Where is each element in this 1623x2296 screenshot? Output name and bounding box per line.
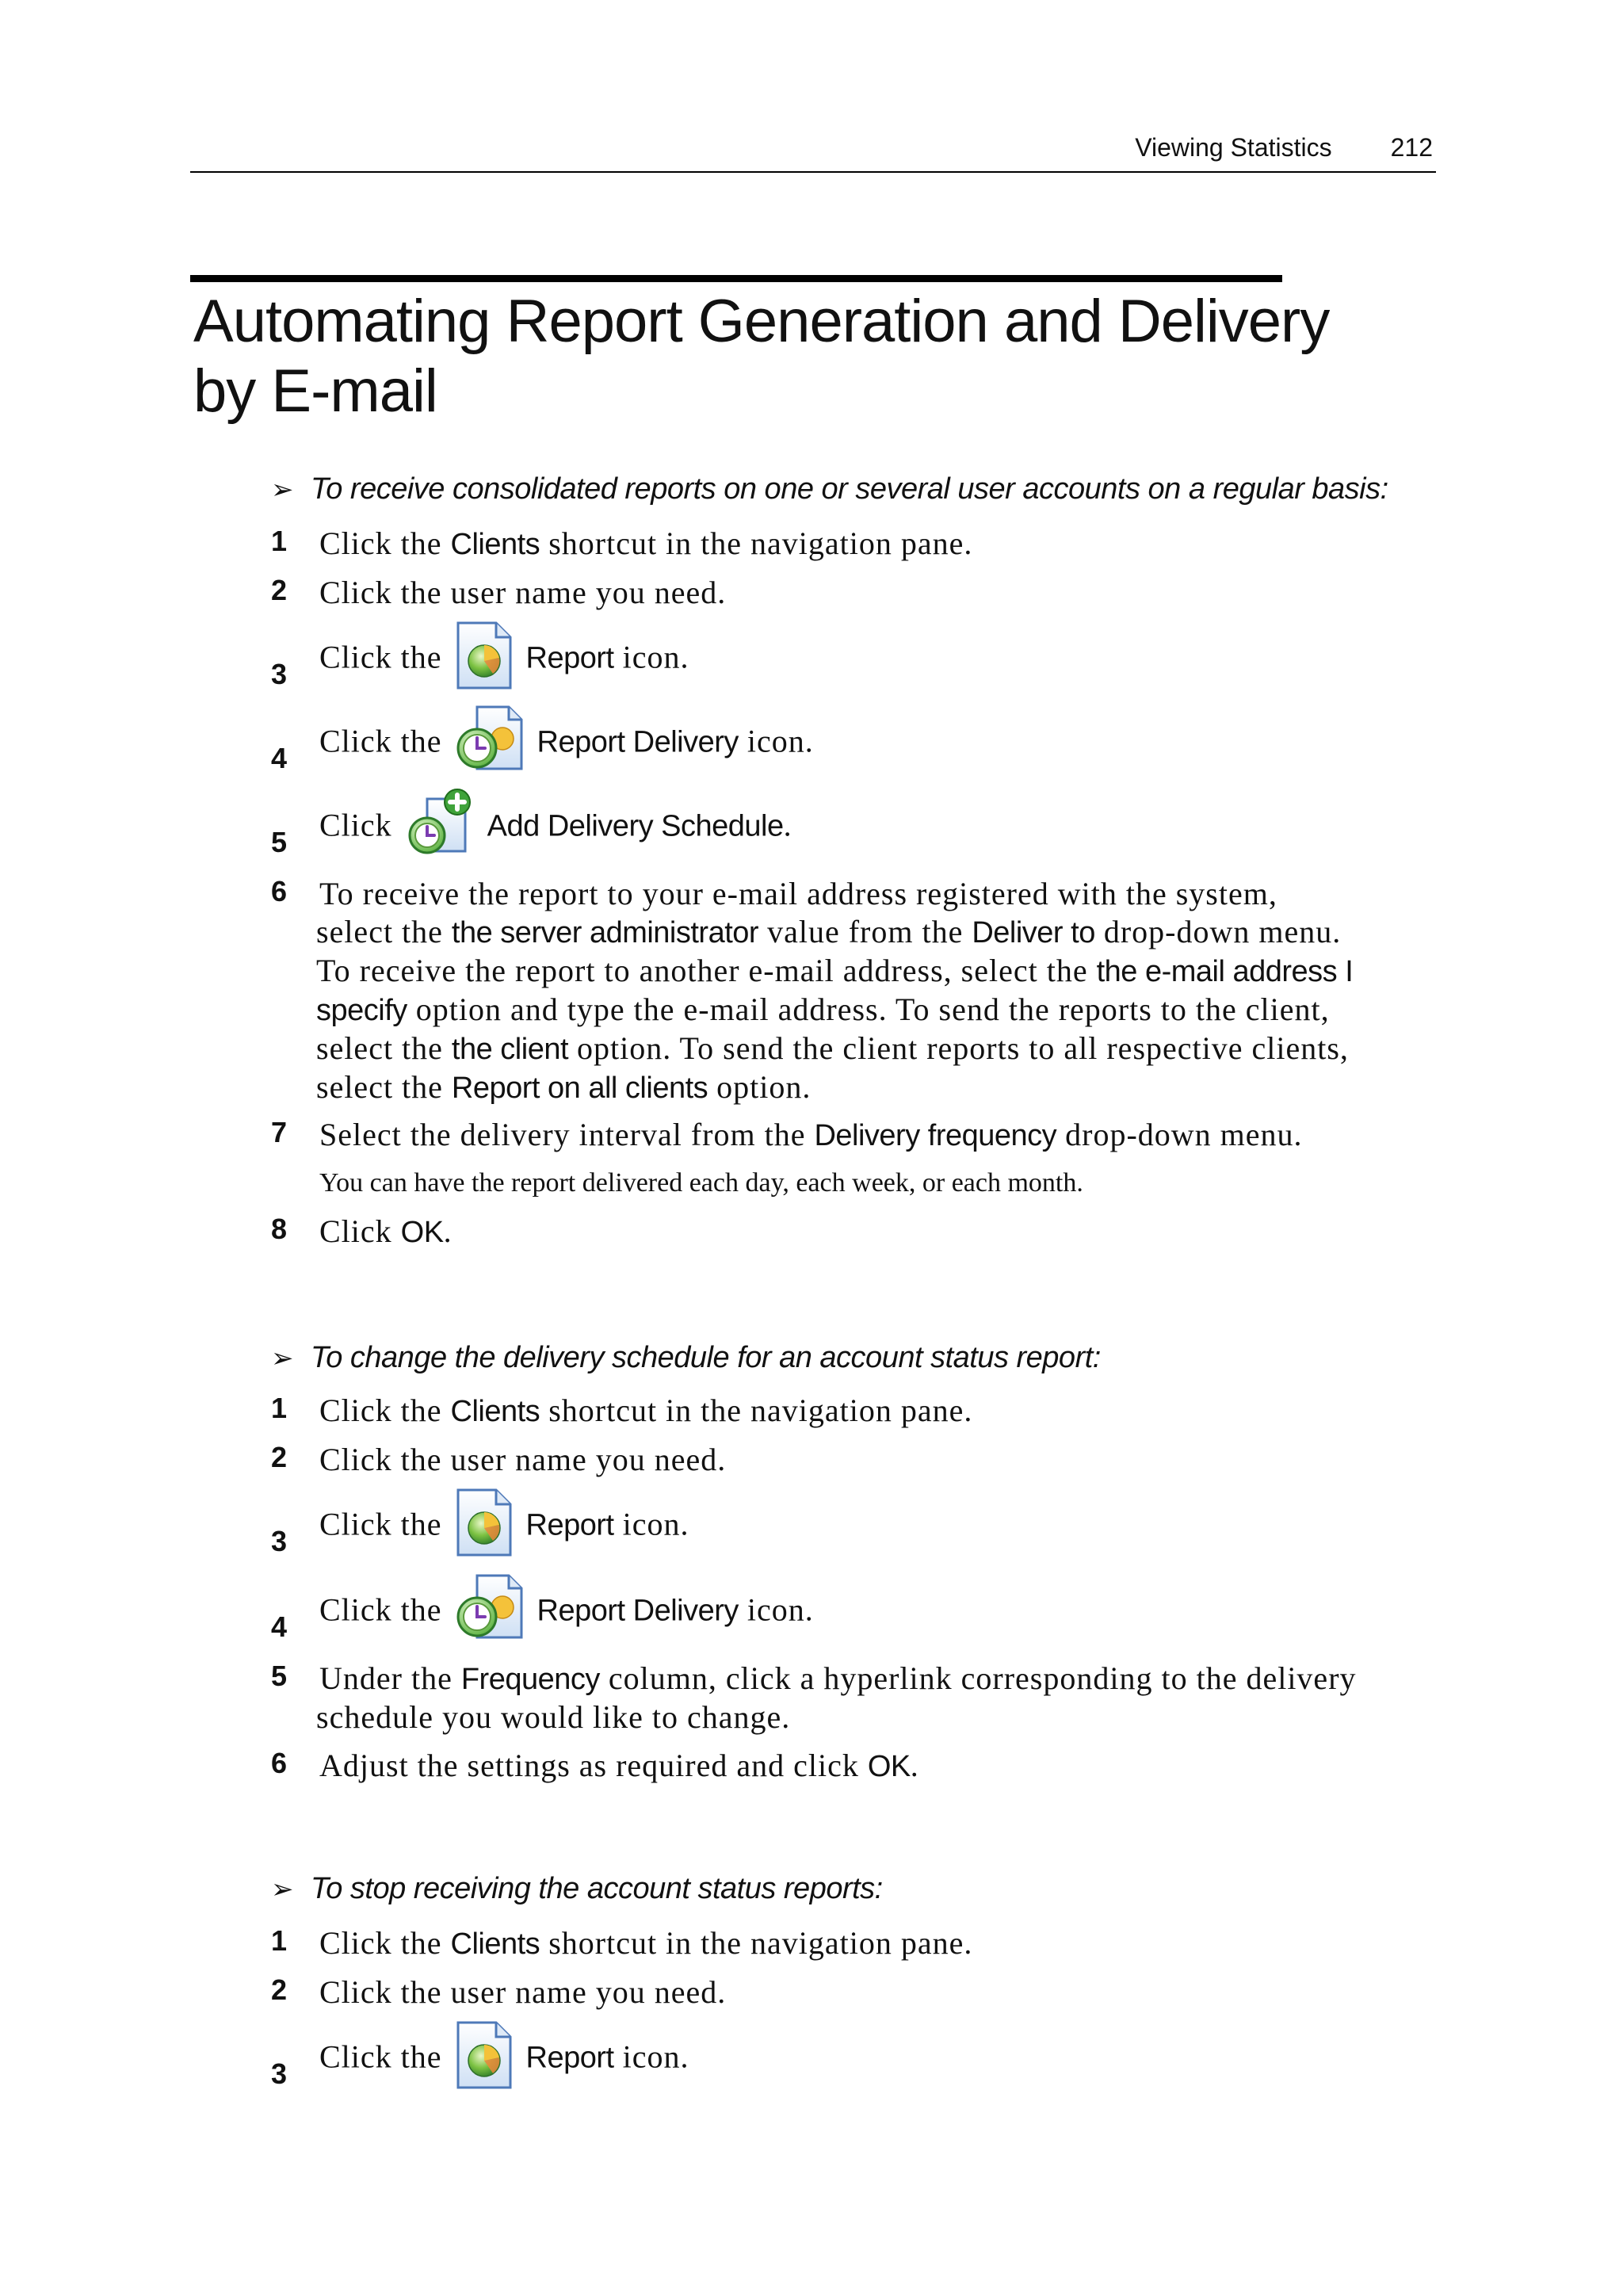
step-text: Click the user name you need. [319, 1442, 727, 1477]
step-number: 5 [271, 1660, 288, 1692]
step-text: Adjust the settings as required and click OK. [319, 1748, 919, 1783]
title-rule [190, 275, 1282, 282]
chapter-title-line-1: Automating Report Generation and Delivery [193, 288, 1330, 355]
ui-term: Frequency [460, 1663, 600, 1696]
step-text: Click Add Delivery Schedule. [319, 788, 1445, 869]
step-text: To receive the report to your e-mail address registered with the system, select the the server administrator value from the Deliver to drop-down menu. To receive the report to another e-mail address, select the the e-mail address I specify option and type the e-mail address. To send the reports to the client, select the the client option. To send the client reports to all respective clients, select the Report on all clients option. [316, 876, 1354, 1105]
ui-term: Report [525, 1508, 614, 1542]
step-number: 1 [271, 1392, 288, 1424]
header-section-title: Viewing Statistics [1135, 133, 1332, 162]
step-text: Click the Clients shortcut in the navigation pane. [319, 1925, 973, 1961]
step-number: 3 [271, 1525, 288, 1557]
report-delivery-icon [453, 1572, 526, 1654]
step-text: Click the Report icon. [319, 1487, 1445, 1568]
ui-term: the e-mail address I [1096, 955, 1354, 988]
chapter-title-line-2: by E-mail [193, 357, 437, 425]
ui-term: the server administrator [451, 916, 759, 949]
step-number: 8 [271, 1213, 288, 1245]
procedure-heading: ➢ To receive consolidated reports on one or several user accounts on a regular basis: [271, 472, 1388, 506]
step-note: You can have the report delivered each day, each week, or each month. [319, 1168, 1083, 1198]
step-number: 4 [271, 742, 288, 774]
chapter-title [193, 287, 1382, 426]
step-number: 3 [271, 2057, 288, 2090]
ui-term: Deliver to [972, 916, 1095, 949]
procedure-heading: ➢ To stop receiving the account status reports: [271, 1872, 883, 1905]
step-text: Click the user name you need. [319, 575, 727, 610]
step-number: 2 [271, 574, 288, 606]
step-text: Click the Report icon. [319, 620, 1445, 701]
step-text: Click the user name you need. [319, 1974, 727, 2010]
ui-term: Clients [450, 1927, 540, 1961]
step-text: Click the Report icon. [319, 2019, 1445, 2101]
ui-term: Add Delivery Schedule [487, 809, 784, 843]
ui-term: Report Delivery [537, 1594, 739, 1628]
report-icon [453, 2019, 515, 2101]
step-number: 6 [271, 1747, 288, 1779]
procedure-heading: ➢ To change the delivery schedule for an account status report: [271, 1341, 1101, 1374]
step-text: Click the Report Delivery icon. [319, 704, 1445, 785]
running-header [190, 133, 1436, 173]
step-text: Click OK. [319, 1213, 453, 1249]
ui-term: OK [867, 1750, 911, 1783]
ui-term: Clients [450, 1395, 540, 1428]
step-text: Select the delivery interval from the Delivery frequency drop-down menu. [319, 1117, 1303, 1152]
step-number: 6 [271, 875, 288, 907]
step-number: 5 [271, 826, 288, 858]
step-number: 4 [271, 1610, 288, 1643]
ui-term: Report [525, 2041, 614, 2075]
step-text: Under the Frequency column, click a hyperlink corresponding to the delivery schedule you would like to change. [316, 1660, 1357, 1735]
report-delivery-icon [453, 704, 526, 785]
ui-term: the client [451, 1033, 569, 1066]
add-delivery-schedule-icon [403, 788, 476, 869]
arrow-bullet-icon: ➢ [271, 475, 293, 505]
ui-term: OK [400, 1216, 444, 1249]
arrow-bullet-icon: ➢ [271, 1874, 293, 1904]
ui-term: Report on all clients [451, 1072, 708, 1105]
ui-term: specify [316, 994, 407, 1027]
step-text: Click the Report Delivery icon. [319, 1572, 1445, 1654]
ui-term: Delivery frequency [814, 1119, 1057, 1152]
arrow-bullet-icon: ➢ [271, 1343, 293, 1373]
step-number: 2 [271, 1973, 288, 2006]
ui-term: Report Delivery [537, 725, 739, 759]
step-text: Click the Clients shortcut in the navigation pane. [319, 525, 973, 561]
step-number: 1 [271, 525, 288, 557]
step-text: Click the Clients shortcut in the navigation pane. [319, 1392, 973, 1428]
step-number: 1 [271, 1924, 288, 1957]
page-number: 212 [1390, 133, 1433, 162]
ui-term: Clients [450, 528, 540, 561]
report-icon [453, 1487, 515, 1568]
step-number: 7 [271, 1116, 288, 1148]
step-number: 2 [271, 1441, 288, 1473]
step-number: 3 [271, 658, 288, 690]
report-icon [453, 620, 515, 701]
ui-term: Report [525, 641, 614, 675]
